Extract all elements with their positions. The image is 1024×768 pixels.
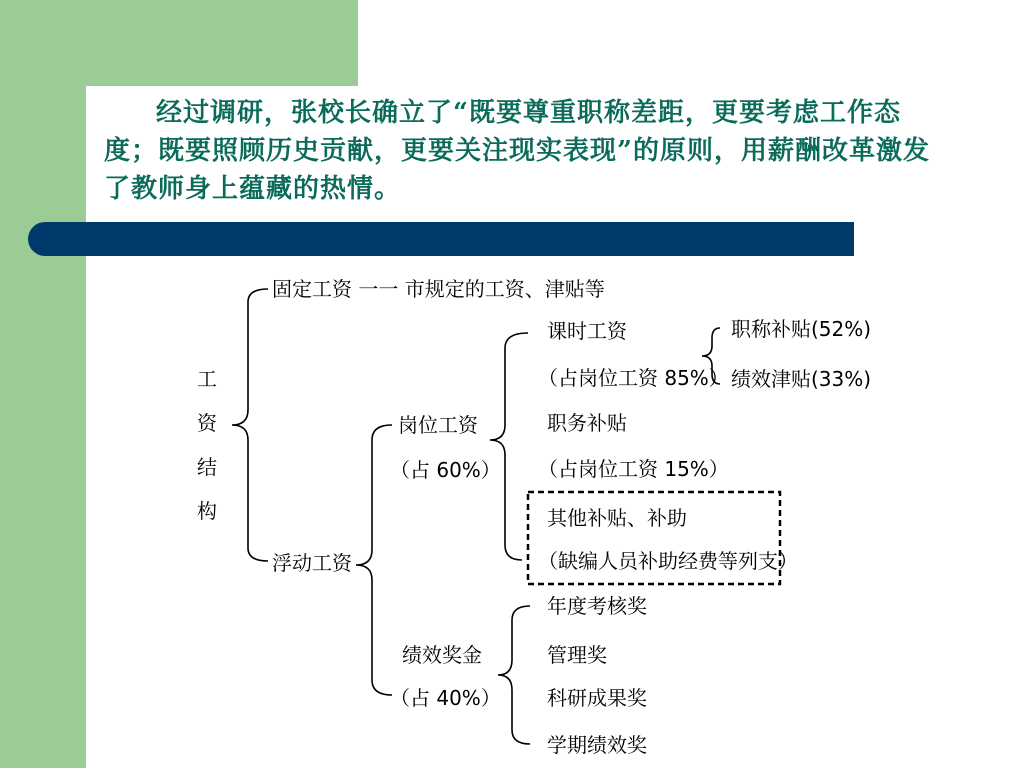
root-char-3: 结 bbox=[197, 455, 217, 479]
other-allowance-note: （缺编人员补助经费等列支） bbox=[538, 549, 798, 573]
performance-allowance-label: 绩效津贴(33%) bbox=[731, 367, 872, 391]
research-bonus: 科研成果奖 bbox=[547, 686, 647, 710]
bonus-brace bbox=[498, 606, 530, 744]
duty-allowance-share: （占岗位工资 15%） bbox=[538, 457, 729, 481]
title-allowance-label: 职称补贴(52%) bbox=[731, 317, 872, 341]
fixed-salary-label: 固定工资 一一 市规定的工资、津贴等 bbox=[272, 277, 605, 301]
bonus-label: 绩效奖金 bbox=[402, 643, 482, 667]
root-brace bbox=[232, 289, 268, 561]
root-char-2: 资 bbox=[197, 411, 217, 435]
bonus-share: （占 40%） bbox=[390, 686, 501, 710]
post-brace bbox=[490, 333, 528, 560]
hourly-salary-label: 课时工资 bbox=[547, 319, 627, 343]
management-bonus: 管理奖 bbox=[547, 643, 607, 667]
duty-allowance-label: 职务补贴 bbox=[547, 411, 627, 435]
post-salary-label: 岗位工资 bbox=[398, 413, 478, 437]
post-salary-share: （占 60%） bbox=[390, 458, 501, 482]
floating-brace bbox=[356, 425, 392, 695]
semester-performance-bonus: 学期绩效奖 bbox=[547, 733, 647, 757]
root-char-1: 工 bbox=[197, 367, 217, 391]
root-char-4: 构 bbox=[197, 499, 217, 523]
other-allowance-label: 其他补贴、补助 bbox=[547, 506, 687, 530]
intro-paragraph: 经过调研，张校长确立了“既要尊重职称差距，更要考虑工作态度；既要照顾历史贡献，更要关注现实表现”的原则，用薪酬改革激发了教师身上蕴藏的热情。 bbox=[104, 98, 930, 204]
floating-salary-label: 浮动工资 bbox=[272, 551, 352, 575]
annual-assessment-bonus: 年度考核奖 bbox=[547, 594, 647, 618]
hourly-salary-share: （占岗位工资 85%） bbox=[538, 366, 729, 390]
